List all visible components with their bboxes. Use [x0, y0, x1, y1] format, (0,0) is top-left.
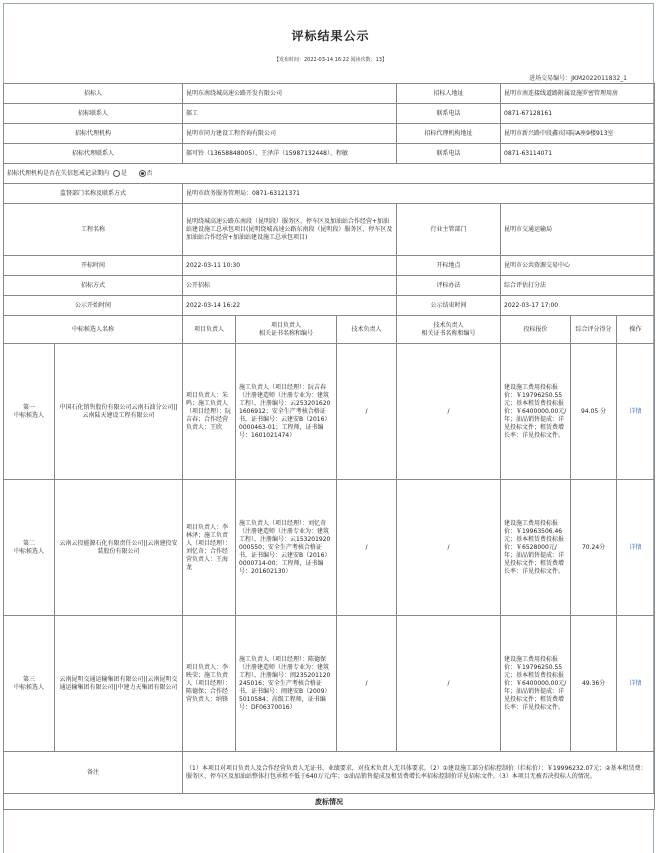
candidate-detail-link[interactable]: 详情 [617, 616, 655, 752]
method-value: 公开招标 [183, 276, 397, 296]
candidate-name: 云南云投能源石化有限责任公司||云南建投安装股份有限公司 [55, 480, 183, 616]
candidate-score: 94.05 分 [571, 344, 617, 480]
open-time-value: 2022-03-11 10:30 [183, 256, 397, 276]
dishonest-row [4, 164, 655, 184]
notice-end-label: 公示结束时间 [397, 296, 501, 316]
tenderee-value: 昆明东南绕城高速公路开发有限公司 [183, 84, 397, 104]
col-header-score: 综合评分得分 [571, 316, 617, 344]
candidate-pm: 项目负责人：李映荣；施工负责人（项目经理）：陈德保；合作经营负责人：纳锋 [183, 616, 236, 752]
tenderee-addr-label: 招标人地址 [397, 84, 501, 104]
col-header-pm-cert: 项目负责人 相关证书名称和编号 [236, 316, 337, 344]
notice-end-value: 2022-03-17 17:00 [501, 296, 655, 316]
candidate-bid: 建设施工费用投标报价：￥19796250.55元；基本租赁费投标报价：￥6400000.00元/年；油品销售提成：详见投标文件；租赁费增长率：详见投标文件。 [501, 344, 571, 480]
agency-label: 招标代理机构 [4, 124, 183, 144]
transaction-number: 进场交易编号：JKM2022011832_1 [529, 75, 627, 82]
authority-label: 行业主管部门 [397, 204, 501, 256]
supervision-label: 监督部门名称及联系方式 [4, 184, 183, 204]
candidate-pm-cert: 施工负责人（项目经理）：阮吉春（注册建造师（注册专业为：建筑工程），注册编号：云2532016201606912；安全生产考核合格证书，证书编号：云建安B（2016）0000463-01；工程师，证书编号：1601021474） [236, 344, 337, 480]
dishonest-label: 招标代理机构是否在失信惩戒记录期内 [7, 169, 110, 177]
col-header-name: 中标候选人名称 [4, 316, 183, 344]
notice-start-label: 公示开始时间 [4, 296, 183, 316]
tenderee-addr-value: 昆明市南连接线道路附属设施罗密管理用房 [501, 84, 655, 104]
candidate-detail-link[interactable]: 详情 [617, 344, 655, 480]
project-label: 工程名称 [4, 204, 183, 256]
page-title: 评标结果公示 [291, 29, 370, 43]
col-header-bid: 投标报价 [501, 316, 571, 344]
publish-info: 【发布时间：2022-03-14 16:22 阅读次数：13】 [273, 57, 387, 63]
eval-value: 综合评估打分法 [501, 276, 655, 296]
notice-start-value: 2022-03-14 16:22 [183, 296, 397, 316]
candidate-tech-cert: / [397, 616, 501, 752]
method-label: 招标方式 [4, 276, 183, 296]
tenderee-contact-label: 招标联系人 [4, 104, 183, 124]
candidate-pm: 项目负责人：李林泽；施工负责人（项目经理）：刘忆奇；合作经营负责人：王海龙 [183, 480, 236, 616]
dishonest-no-label: 否 [146, 169, 153, 177]
candidate-tech: / [337, 480, 397, 616]
agency-addr-value: 昆明市新兴路中段鑫宾国际A座9楼913室 [501, 124, 655, 144]
dishonest-no-radio[interactable] [139, 170, 146, 177]
open-place-value: 昆明市公共资源交易中心 [501, 256, 655, 276]
candidate-score: 49.36分 [571, 616, 617, 752]
candidate-detail-link[interactable]: 详情 [617, 480, 655, 616]
col-header-tech: 技术负责人 [337, 316, 397, 344]
col-header-tech-cert: 技术负责人 相关证书名称和编号 [397, 316, 501, 344]
candidate-name: 云南昆明交通运输集团有限公司||云南昆明交通运输集团有限公司||中建力天集团有限公司 [55, 616, 183, 752]
supervision-value: 昆明市政务服务管理局：0871-63121371 [183, 184, 655, 204]
candidate-rank: 第二 中标候选人 [4, 480, 55, 616]
candidate-name: 中国石化销售股份有限公司云南石油分公司||云南陆天建设工程有限公司 [55, 344, 183, 480]
candidate-pm: 项目负责人：朱鸣；施工负责人（项目经理）：阮吉春；合作经营负责人：王欣 [183, 344, 236, 480]
eval-label: 评标办法 [397, 276, 501, 296]
authority-value: 昆明市交通运输局 [501, 204, 655, 256]
remarks-value: （1）本项目对项目负责人及合作经营负责人无证书、业绩要求，对技术负责人无具体要求。（2）①建设施工部分招标控制价（拦标价）：￥19996232.07元；②基本租赁费：服务区、停车区及加油站整体打包承租不低于640万元/年；③油品销售提成及租赁费增长率招标控制价详见招标文件。（3）本项目无被否决投标人的情况。 [183, 752, 655, 794]
agency-phone-label: 联系电话 [397, 144, 501, 164]
col-header-pm: 项目负责人 [183, 316, 236, 344]
agency-contact-value: 郝可铃（13658848005）、王泽洋（15987132448）、程敏 [183, 144, 397, 164]
dishonest-yes-label: 是 [120, 169, 127, 177]
tenderee-contact-value: 郝工 [183, 104, 397, 124]
result-table [3, 83, 655, 810]
candidate-tech-cert: / [397, 480, 501, 616]
open-time-label: 开标时间 [4, 256, 183, 276]
tenderee-phone-label: 联系电话 [397, 104, 501, 124]
open-place-label: 开标地点 [397, 256, 501, 276]
tenderee-label: 招标人 [4, 84, 183, 104]
candidate-tech: / [337, 616, 397, 752]
candidate-row [4, 344, 655, 480]
candidate-pm-cert: 施工负责人（项目经理）：刘忆奇（注册建造师（注册专业为：建筑工程），注册编号：云153201920000550；安全生产考核合格证书，证书编号：云建安B（2016）0000714-00；工程师，证书编号：201602130） [236, 480, 337, 616]
tenderee-phone-value: 0871-67128161 [501, 104, 655, 124]
candidate-tech-cert: / [397, 344, 501, 480]
agency-addr-label: 招标代理机构地址 [397, 124, 501, 144]
abandon-header: 废标情况 [4, 794, 655, 810]
candidate-rank: 第一 中标候选人 [4, 344, 55, 480]
candidate-score: 70.24分 [571, 480, 617, 616]
candidate-tech: / [337, 344, 397, 480]
candidate-row [4, 480, 655, 616]
remarks-label: 备注 [4, 752, 183, 794]
candidate-pm-cert: 施工负责人（项目经理）：陈德保（注册建造师（注册专业为：建筑工程），注册编号：闽235201120245016；安全生产考核合格证书，证书编号：闽建安B（2009）5010584；高级工程师，证书编号：DF06370016） [236, 616, 337, 752]
candidate-bid: 建设施工费用投标报价：￥19963506.46元；基本租赁费投标报价：￥6528000元/年；油品销售提成：详见投标文件；租赁费增长率：详见投标文件。 [501, 480, 571, 616]
agency-value: 昆明市同力建设工程咨询有限公司 [183, 124, 397, 144]
candidate-row [4, 616, 655, 752]
dishonest-yes-radio[interactable] [113, 170, 120, 177]
project-value: 昆明绕城高速公路东南段（昆明段）服务区、停车区及加油站合作经营+加油站建设施工总承包项目(昆明绕城高速公路东南段（昆明段）服务区、停车区及加油站合作经营+加油站建设施工总承包项目) [183, 204, 397, 256]
agency-phone-value: 0871-63114071 [501, 144, 655, 164]
agency-contact-label: 招标代理联系人 [4, 144, 183, 164]
candidate-bid: 建设施工费用投标报价：￥19796250.55元；基本租赁费投标报价：￥6400000.00元/年；油品销售提成：详见投标文件；租赁费增长率：详见投标文件。 [501, 616, 571, 752]
candidate-rank: 第三 中标候选人 [4, 616, 55, 752]
col-header-op: 操作 [617, 316, 655, 344]
